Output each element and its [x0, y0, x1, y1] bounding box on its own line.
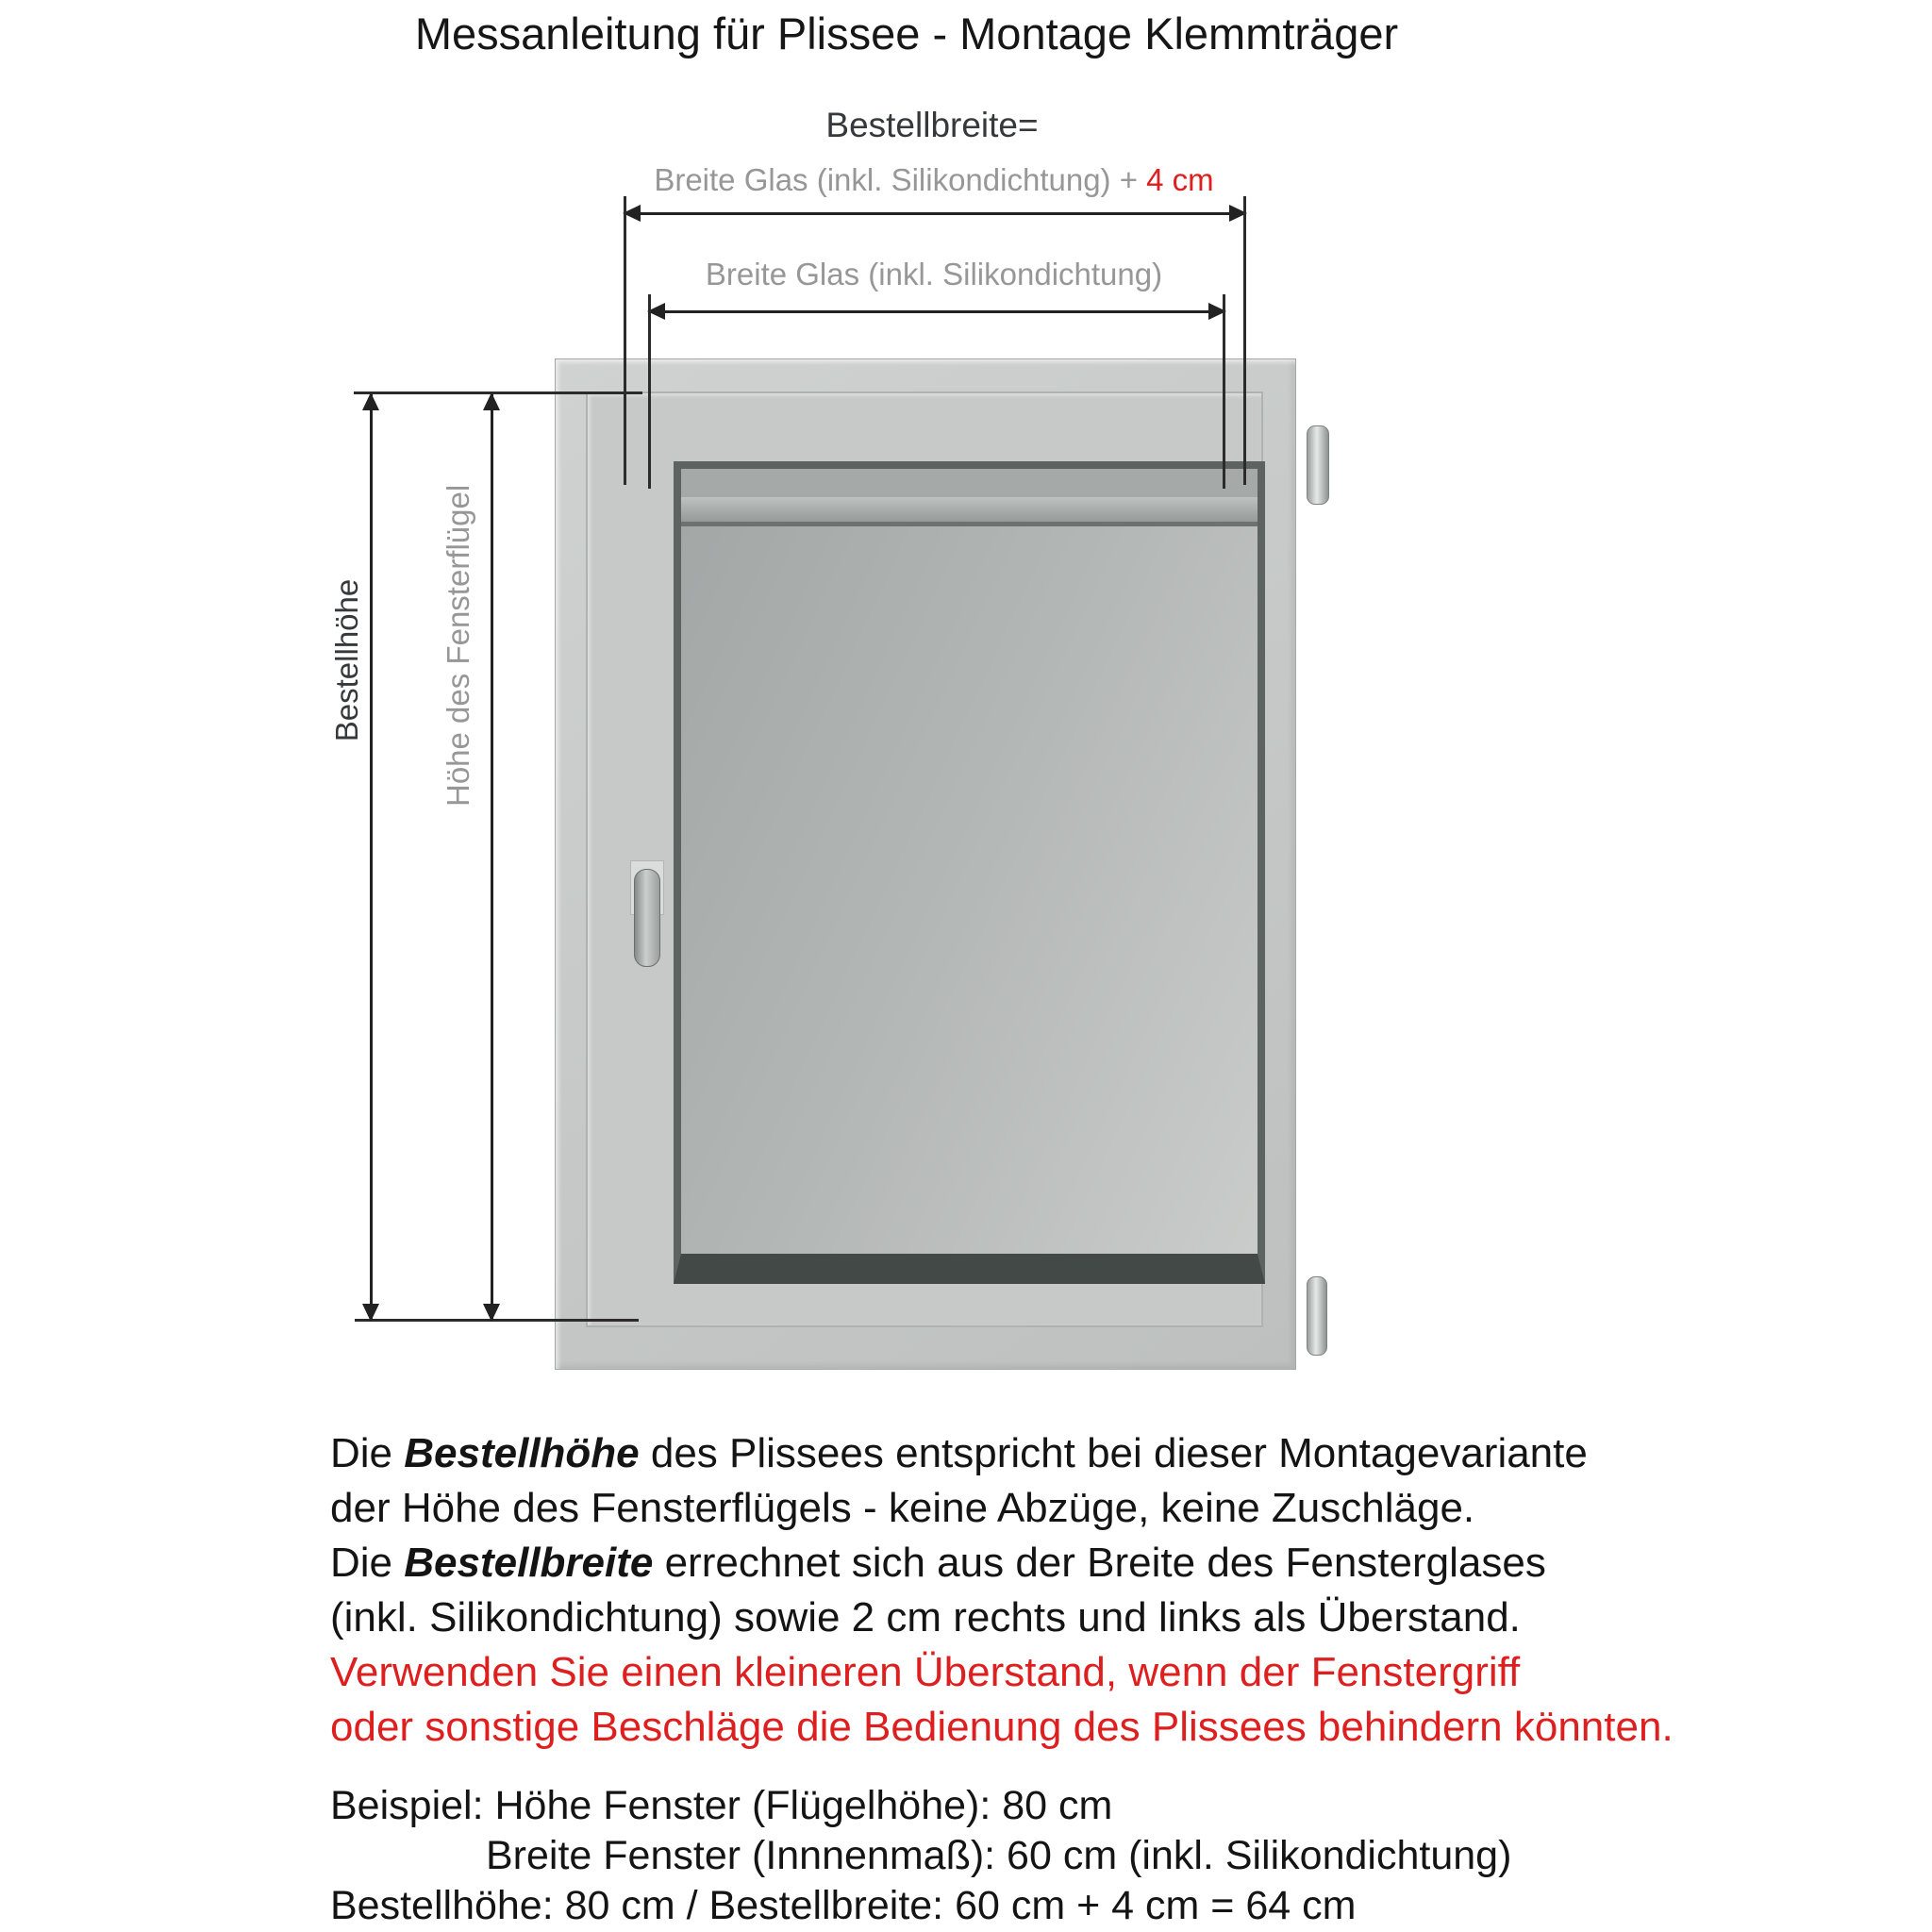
page-title: Messanleitung für Plissee - Montage Klemmträger [414, 8, 1399, 58]
window-handle [634, 869, 660, 967]
bottom-hinge [1307, 1276, 1327, 1356]
line-text: (inkl. Silikondichtung) sowie 2 cm rechts und links als Überstand. [330, 1594, 1521, 1641]
instruction-text [330, 1426, 1674, 1755]
glass-pane [681, 526, 1257, 1254]
sash-height-arrow [491, 394, 493, 1320]
instruction-line [330, 1426, 1674, 1481]
order-height-label: Bestellhöhe [329, 578, 364, 742]
instruction-line [330, 1481, 1674, 1536]
line-text: Die [330, 1540, 405, 1586]
glass-width-plus-label [0, 162, 1868, 198]
glass-width-plus-red-text: 4 cm [1146, 162, 1214, 197]
top-hinge [1307, 425, 1329, 505]
extension-line-left-outer [624, 196, 626, 485]
glass-width-arrow [649, 310, 1224, 313]
window-glass [674, 461, 1265, 1284]
line-text: des Plissees entspricht bei dieser Montagevariante [639, 1430, 1588, 1476]
window-frame [555, 358, 1296, 1370]
warning-line: oder sonstige Beschläge die Bedienung des Plissees behindern könnten. [330, 1704, 1674, 1750]
glass-width-plus-gray-text: Breite Glas (inkl. Silikondichtung) + [654, 162, 1147, 197]
extension-line-left-inner [648, 294, 651, 489]
line-text: der Höhe des Fensterflügels - keine Abzüge, keine Zuschläge. [330, 1485, 1475, 1531]
glass-top-strip [681, 469, 1257, 497]
order-width-arrow [625, 212, 1245, 215]
glass-width-label: Breite Glas (inkl. Silikondichtung) [705, 257, 1163, 291]
order-height-arrow [370, 394, 373, 1320]
line-emphasis: Bestellbreite [404, 1540, 654, 1586]
example-line: Breite Fenster (Innnenmaß): 60 cm (inkl. Silikondichtung) [486, 1833, 1512, 1878]
example-text [330, 1781, 1511, 1931]
extension-line-right-inner [1223, 294, 1225, 489]
extension-line-right-outer [1243, 196, 1246, 485]
window-sash [586, 391, 1263, 1327]
plissee-clamp-rail [681, 497, 1257, 526]
line-emphasis: Bestellhöhe [404, 1430, 640, 1476]
line-text: errechnet sich aus der Breite des Fensterglases [653, 1540, 1546, 1586]
order-width-label: Bestellbreite= [825, 106, 1039, 144]
line-text: Die [330, 1430, 405, 1476]
example-line: Bestellhöhe: 80 cm / Bestellbreite: 60 cm + 4 cm = 64 cm [330, 1883, 1357, 1928]
sash-height-label: Höhe des Fensterflügel [441, 484, 475, 807]
instruction-line [330, 1536, 1674, 1591]
warning-line: Verwenden Sie einen kleineren Überstand, wenn der Fenstergriff [330, 1649, 1521, 1695]
instruction-line [330, 1591, 1674, 1645]
example-line: Beispiel: Höhe Fenster (Flügelhöhe): 80 cm [330, 1783, 1113, 1828]
